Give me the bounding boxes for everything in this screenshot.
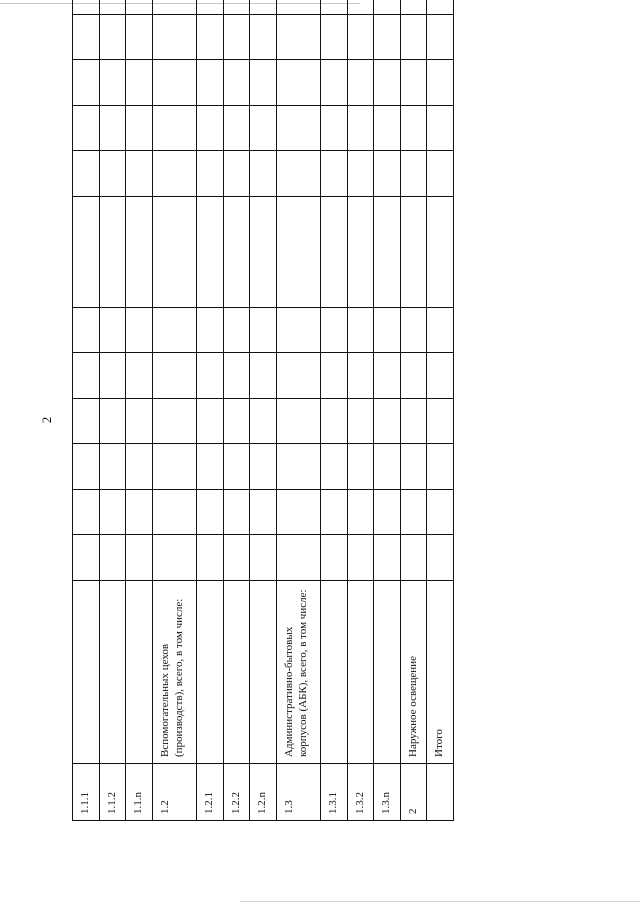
value-cell xyxy=(347,60,374,106)
value-cell xyxy=(223,399,250,445)
value-cell xyxy=(152,308,196,354)
value-cell xyxy=(223,353,250,399)
value-cell xyxy=(347,151,374,197)
value-cell xyxy=(321,106,348,152)
value-cell xyxy=(347,15,374,61)
value-cell xyxy=(374,15,401,61)
value-cell xyxy=(374,0,401,15)
row-number-cell: 1.2.n xyxy=(250,764,277,821)
value-cell xyxy=(321,151,348,197)
value-cell xyxy=(347,0,374,15)
row-number-cell: 1.3 xyxy=(276,764,320,821)
value-cell xyxy=(197,535,224,581)
value-cell xyxy=(374,106,401,152)
table-row xyxy=(197,0,224,821)
value-cell xyxy=(99,353,126,399)
value-cell xyxy=(197,15,224,61)
value-cell xyxy=(152,0,196,15)
value-cell xyxy=(126,0,153,15)
value-cell xyxy=(223,60,250,106)
value-cell xyxy=(276,197,320,308)
value-cell xyxy=(250,15,277,61)
row-number-cell: 1.3.1 xyxy=(321,764,348,821)
value-cell xyxy=(374,151,401,197)
value-cell xyxy=(374,399,401,445)
value-cell xyxy=(250,308,277,354)
value-cell xyxy=(126,444,153,490)
value-cell xyxy=(276,399,320,445)
value-cell xyxy=(152,197,196,308)
value-cell xyxy=(400,353,427,399)
table-row xyxy=(223,0,250,821)
value-cell xyxy=(276,60,320,106)
value-cell xyxy=(126,308,153,354)
value-cell xyxy=(126,535,153,581)
value-cell xyxy=(427,353,454,399)
value-cell xyxy=(99,197,126,308)
row-number-cell: 1.3.2 xyxy=(347,764,374,821)
value-cell xyxy=(99,308,126,354)
table-row xyxy=(374,0,401,821)
value-cell xyxy=(321,0,348,15)
value-cell xyxy=(73,106,100,152)
value-cell xyxy=(73,399,100,445)
value-cell xyxy=(321,15,348,61)
value-cell xyxy=(427,444,454,490)
value-cell xyxy=(197,308,224,354)
value-cell xyxy=(427,106,454,152)
value-cell xyxy=(374,490,401,536)
value-cell xyxy=(427,399,454,445)
value-cell xyxy=(321,353,348,399)
row-name-cell xyxy=(197,581,224,764)
value-cell xyxy=(374,535,401,581)
table-row xyxy=(73,0,100,821)
table-row xyxy=(99,0,126,821)
value-cell xyxy=(276,535,320,581)
row-number-cell: 1.1.2 xyxy=(99,764,126,821)
value-cell xyxy=(152,444,196,490)
value-cell xyxy=(427,308,454,354)
value-cell xyxy=(223,308,250,354)
value-cell xyxy=(126,151,153,197)
value-cell xyxy=(321,60,348,106)
value-cell xyxy=(321,535,348,581)
value-cell xyxy=(400,308,427,354)
value-cell xyxy=(223,106,250,152)
value-cell xyxy=(250,0,277,15)
value-cell xyxy=(223,197,250,308)
value-cell xyxy=(99,0,126,15)
value-cell xyxy=(126,399,153,445)
value-cell xyxy=(347,535,374,581)
value-cell xyxy=(250,535,277,581)
value-cell xyxy=(126,60,153,106)
value-cell xyxy=(347,444,374,490)
value-cell xyxy=(152,353,196,399)
row-number-cell: 2 xyxy=(400,764,427,821)
value-cell xyxy=(250,106,277,152)
value-cell xyxy=(427,15,454,61)
value-cell xyxy=(321,444,348,490)
value-cell xyxy=(347,308,374,354)
row-name-cell xyxy=(374,581,401,764)
value-cell xyxy=(276,15,320,61)
value-cell xyxy=(126,197,153,308)
value-cell xyxy=(400,399,427,445)
value-cell xyxy=(276,151,320,197)
table-row xyxy=(347,0,374,821)
value-cell xyxy=(374,353,401,399)
row-name-cell: Административно-бытовых корпусов (АБК), всего, в том числе: xyxy=(276,581,320,764)
value-cell xyxy=(250,399,277,445)
value-cell xyxy=(197,0,224,15)
value-cell xyxy=(126,490,153,536)
value-cell xyxy=(73,490,100,536)
row-number-cell: 1.3.n xyxy=(374,764,401,821)
value-cell xyxy=(223,15,250,61)
value-cell xyxy=(152,490,196,536)
value-cell xyxy=(347,197,374,308)
value-cell xyxy=(73,308,100,354)
table-row xyxy=(400,0,427,821)
value-cell xyxy=(197,399,224,445)
rotated-table-container xyxy=(72,21,454,821)
value-cell xyxy=(99,444,126,490)
value-cell xyxy=(427,60,454,106)
value-cell xyxy=(73,151,100,197)
value-cell xyxy=(250,444,277,490)
value-cell xyxy=(197,444,224,490)
value-cell xyxy=(250,353,277,399)
value-cell xyxy=(126,353,153,399)
row-number-cell: 1.1.n xyxy=(126,764,153,821)
row-name-cell: Вспомогательных цехов (производств), всего, в том числе: xyxy=(152,581,196,764)
value-cell xyxy=(73,0,100,15)
value-cell xyxy=(347,399,374,445)
value-cell xyxy=(99,15,126,61)
value-cell xyxy=(427,151,454,197)
row-name-cell xyxy=(99,581,126,764)
value-cell xyxy=(400,0,427,15)
value-cell xyxy=(400,535,427,581)
value-cell xyxy=(347,106,374,152)
value-cell xyxy=(276,308,320,354)
value-cell xyxy=(223,535,250,581)
value-cell xyxy=(374,197,401,308)
value-cell xyxy=(250,151,277,197)
value-cell xyxy=(197,197,224,308)
value-cell xyxy=(400,151,427,197)
value-cell xyxy=(321,197,348,308)
value-cell xyxy=(99,399,126,445)
value-cell xyxy=(427,0,454,15)
value-cell xyxy=(400,444,427,490)
value-cell xyxy=(73,353,100,399)
row-name-cell: Наружное освещение xyxy=(400,581,427,764)
row-number-cell: 1.2.2 xyxy=(223,764,250,821)
value-cell xyxy=(400,197,427,308)
value-cell xyxy=(400,490,427,536)
row-name-cell xyxy=(223,581,250,764)
row-name-cell xyxy=(73,581,100,764)
row-number-cell: 1.1.1 xyxy=(73,764,100,821)
table-row xyxy=(152,0,196,821)
value-cell xyxy=(347,490,374,536)
value-cell xyxy=(152,151,196,197)
row-name-cell xyxy=(126,581,153,764)
row-name-cell xyxy=(250,581,277,764)
value-cell xyxy=(321,490,348,536)
value-cell xyxy=(321,308,348,354)
value-cell xyxy=(197,151,224,197)
value-cell xyxy=(197,106,224,152)
value-cell xyxy=(197,60,224,106)
table-row xyxy=(321,0,348,821)
table-row xyxy=(276,0,320,821)
value-cell xyxy=(152,60,196,106)
value-cell xyxy=(126,15,153,61)
value-cell xyxy=(99,106,126,152)
row-name-cell xyxy=(321,581,348,764)
row-number-cell xyxy=(427,764,454,821)
value-cell xyxy=(276,0,320,15)
row-name-cell: Итого xyxy=(427,581,454,764)
value-cell xyxy=(321,399,348,445)
value-cell xyxy=(427,197,454,308)
row-number-cell: 1.2 xyxy=(152,764,196,821)
table-row xyxy=(427,0,454,821)
value-cell xyxy=(374,444,401,490)
value-cell xyxy=(276,444,320,490)
value-cell xyxy=(223,151,250,197)
value-cell xyxy=(73,15,100,61)
value-cell xyxy=(223,0,250,15)
value-cell xyxy=(374,308,401,354)
value-cell xyxy=(152,106,196,152)
value-cell xyxy=(197,353,224,399)
value-cell xyxy=(400,15,427,61)
value-cell xyxy=(197,490,224,536)
value-cell xyxy=(250,197,277,308)
value-cell xyxy=(126,106,153,152)
row-number-cell: 1.2.1 xyxy=(197,764,224,821)
value-cell xyxy=(427,490,454,536)
value-cell xyxy=(427,535,454,581)
value-cell xyxy=(223,490,250,536)
page-number: 2 xyxy=(39,416,54,424)
table-row xyxy=(126,0,153,821)
value-cell xyxy=(347,353,374,399)
value-cell xyxy=(276,106,320,152)
value-cell xyxy=(276,490,320,536)
value-cell xyxy=(152,15,196,61)
value-cell xyxy=(99,60,126,106)
value-cell xyxy=(276,353,320,399)
value-cell xyxy=(73,444,100,490)
value-cell xyxy=(99,151,126,197)
data-table xyxy=(72,0,454,821)
value-cell xyxy=(374,60,401,106)
value-cell xyxy=(152,535,196,581)
value-cell xyxy=(223,444,250,490)
value-cell xyxy=(73,535,100,581)
value-cell xyxy=(99,490,126,536)
value-cell xyxy=(400,60,427,106)
value-cell xyxy=(152,399,196,445)
scan-edge-bottom xyxy=(240,901,640,902)
row-name-cell xyxy=(347,581,374,764)
value-cell xyxy=(250,60,277,106)
value-cell xyxy=(400,106,427,152)
value-cell xyxy=(250,490,277,536)
value-cell xyxy=(99,535,126,581)
value-cell xyxy=(73,60,100,106)
table-row xyxy=(250,0,277,821)
value-cell xyxy=(73,197,100,308)
